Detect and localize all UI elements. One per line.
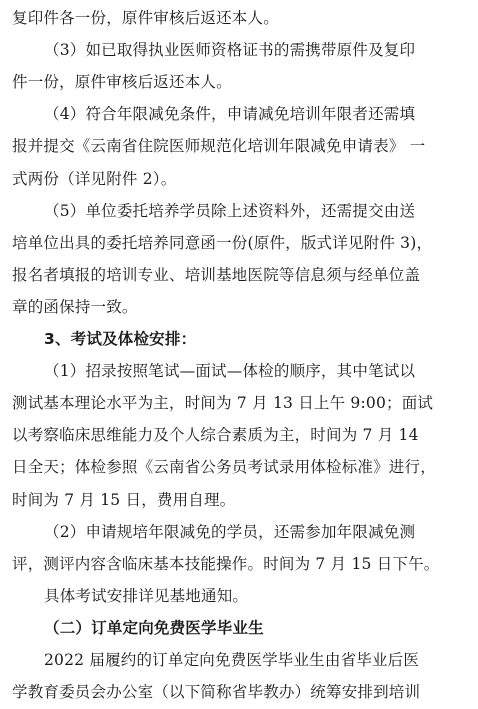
text-line: 具体考试安排详见基地通知。 bbox=[44, 586, 249, 605]
text-line: （2）申请规培年限减免的学员，还需参加年限减免测 bbox=[44, 522, 416, 541]
text-line: 件一份，原件审核后返还本人。 bbox=[12, 73, 232, 92]
section-heading: 3、考试及体检安排： bbox=[44, 330, 197, 348]
text-line: 复印件各一份，原件审核后返还本人。 bbox=[12, 9, 279, 27]
text-line: （5）单位委托培养学员除上述资料外，还需提交由送 bbox=[44, 201, 416, 220]
text-line: 学教育委员会办公室（以下简称省毕教办）统筹安排到培训 bbox=[12, 683, 421, 702]
text-line: 日全天；体检参照《云南省公务员考试录用体检标准》进行， bbox=[12, 458, 436, 477]
text-line: 以考察临床思维能力及个人综合素质为主，时间为 7 月 14 bbox=[12, 426, 419, 445]
text-line: （3）如已取得执业医师资格证书的需携带原件及复印 bbox=[44, 41, 416, 60]
text-line: 章的函保持一致。 bbox=[12, 297, 138, 316]
text-line: 时间为 7 月 15 日，费用自理。 bbox=[12, 490, 236, 509]
text-line: 测试基本理论水平为主，时间为 7 月 13 日上午 9:00；面试 bbox=[12, 394, 434, 413]
text-line: （1）招录按照笔试—面试—体检的顺序，其中笔试以 bbox=[44, 362, 416, 381]
text-line: 报名者填报的培训专业、培训基地医院等信息须与经单位盖 bbox=[12, 265, 421, 284]
text-line: 式两份（详见附件 2）。 bbox=[12, 169, 177, 188]
text-line: （4）符合年限减免条件，申请减免培训年限者还需填 bbox=[44, 105, 416, 124]
text-line: 评，测评内容含临床基本技能操作。时间为 7 月 15 日下午。 bbox=[12, 554, 440, 573]
text-line: 培单位出具的委托培养同意函一份(原件，版式详见附件 3)， bbox=[12, 233, 433, 252]
text-line: 报并提交《云南省住院医师规范化培训年限减免申请表》 一 bbox=[12, 137, 426, 156]
section-heading: （二）订单定向免费医学毕业生 bbox=[44, 618, 264, 637]
text-line: 2022 届履约的订单定向免费医学毕业生由省毕业后医 bbox=[44, 651, 420, 669]
